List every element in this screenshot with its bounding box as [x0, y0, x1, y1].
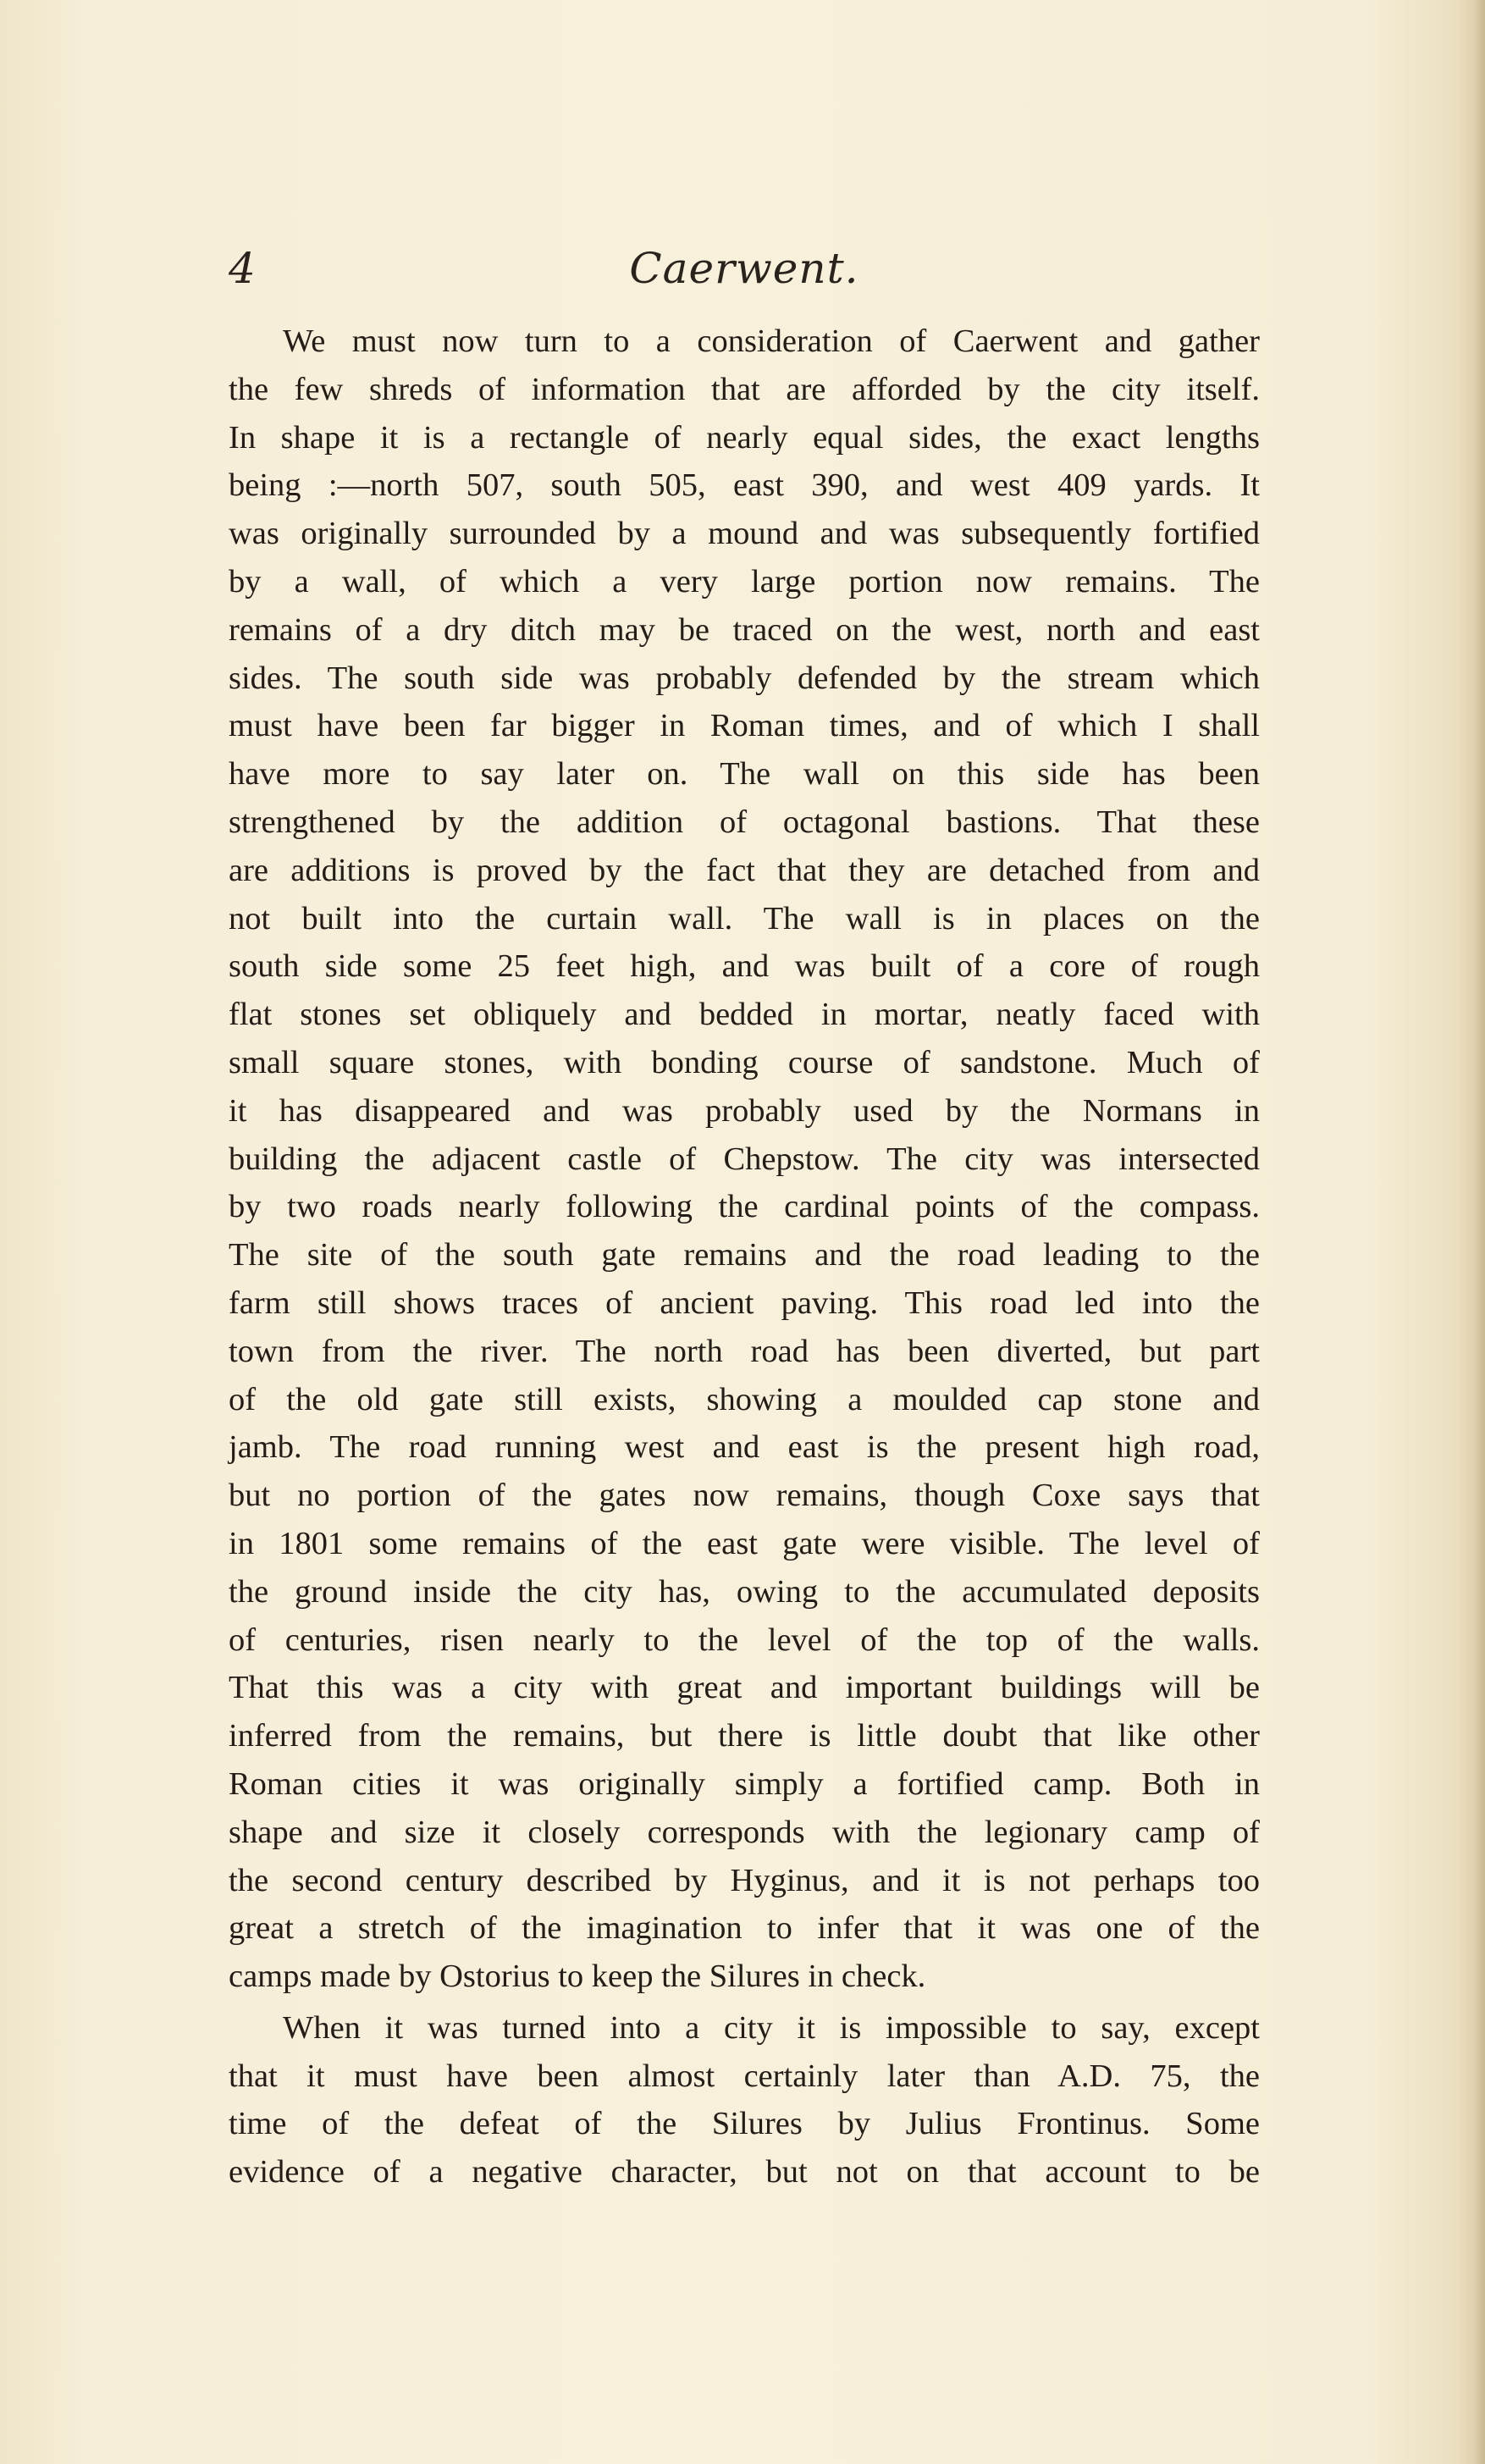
text-line: town from the river. The north road has been diverted, but part	[229, 1333, 1260, 1369]
text-line: in 1801 some remains of the east gate were visible. The level of	[229, 1525, 1260, 1561]
page-number: 4	[229, 244, 256, 293]
text-line: not built into the curtain wall. The wall is in places on the	[229, 900, 1260, 936]
text-line: sides. The south side was probably defended by the stream which	[229, 660, 1260, 696]
text-line: it has disappeared and was probably used by the Normans in	[229, 1092, 1260, 1129]
text-line: inferred from the remains, but there is little doubt that like other	[229, 1718, 1260, 1754]
text-line: the ground inside the city has, owing to the accumulated deposits	[229, 1573, 1260, 1610]
paragraph-1	[229, 318, 1260, 2001]
text-line: that it must have been almost certainly later than A.D. 75, the	[229, 2058, 1260, 2094]
text-line: have more to say later on. The wall on this side has been	[229, 756, 1260, 793]
text-line: must have been far bigger in Roman times, and of which I shall	[229, 708, 1260, 744]
text-line: When it was turned into a city it is impossible to say, except	[283, 2009, 1260, 2046]
text-line: by a wall, of which a very large portion now remains. The	[229, 563, 1260, 599]
text-line: time of the defeat of the Silures by Julius Frontinus. Some	[229, 2106, 1260, 2142]
text-line: of the old gate still exists, showing a moulded cap stone and	[229, 1381, 1260, 1417]
text-line: the few shreds of information that are afforded by the city itself.	[229, 371, 1260, 407]
text-line: but no portion of the gates now remains, though Coxe says that	[229, 1478, 1260, 1514]
text-line: building the adjacent castle of Chepstow. The city was intersected	[229, 1141, 1260, 1177]
text-line: jamb. The road running west and east is the present high road,	[229, 1429, 1260, 1466]
body-text	[229, 318, 1260, 2196]
text-line: by two roads nearly following the cardinal points of the compass.	[229, 1189, 1260, 1225]
text-line: The site of the south gate remains and the road leading to the	[229, 1237, 1260, 1273]
text-line: flat stones set obliquely and bedded in mortar, neatly faced with	[229, 997, 1260, 1033]
text-line: Roman cities it was originally simply a fortified camp. Both in	[229, 1765, 1260, 1802]
text-line: farm still shows traces of ancient paving. This road led into the	[229, 1284, 1260, 1321]
text-line: south side some 25 feet high, and was built of a core of rough	[229, 948, 1260, 985]
page-header	[229, 244, 1260, 303]
text-line: small square stones, with bonding course of sandstone. Much of	[229, 1044, 1260, 1080]
running-head: Caerwent.	[629, 244, 859, 293]
text-line: being :—north 507, south 505, east 390, and west 409 yards. It	[229, 467, 1260, 504]
text-line: the second century described by Hyginus, and it is not perhaps too	[229, 1862, 1260, 1898]
text-line: evidence of a negative character, but not on that account to be	[229, 2154, 1260, 2191]
text-line: We must now turn to a consideration of Caerwent and gather	[283, 323, 1260, 359]
paragraph-2	[229, 2004, 1260, 2196]
text-line: That this was a city with great and important buildings will be	[229, 1670, 1260, 1706]
text-line: camps made by Ostorius to keep the Silures in check.	[229, 1958, 926, 1995]
text-line: In shape it is a rectangle of nearly equal sides, the exact lengths	[229, 419, 1260, 456]
text-line: of centuries, risen nearly to the level of the top of the walls.	[229, 1621, 1260, 1658]
text-line: was originally surrounded by a mound and was subsequently fortified	[229, 516, 1260, 552]
text-line: remains of a dry ditch may be traced on the west, north and east	[229, 611, 1260, 648]
text-line: are additions is proved by the fact that they are detached from and	[229, 852, 1260, 888]
text-line: great a stretch of the imagination to infer that it was one of the	[229, 1910, 1260, 1947]
text-line: strengthened by the addition of octagonal bastions. That these	[229, 804, 1260, 840]
text-line: shape and size it closely corresponds with the legionary camp of	[229, 1814, 1260, 1850]
